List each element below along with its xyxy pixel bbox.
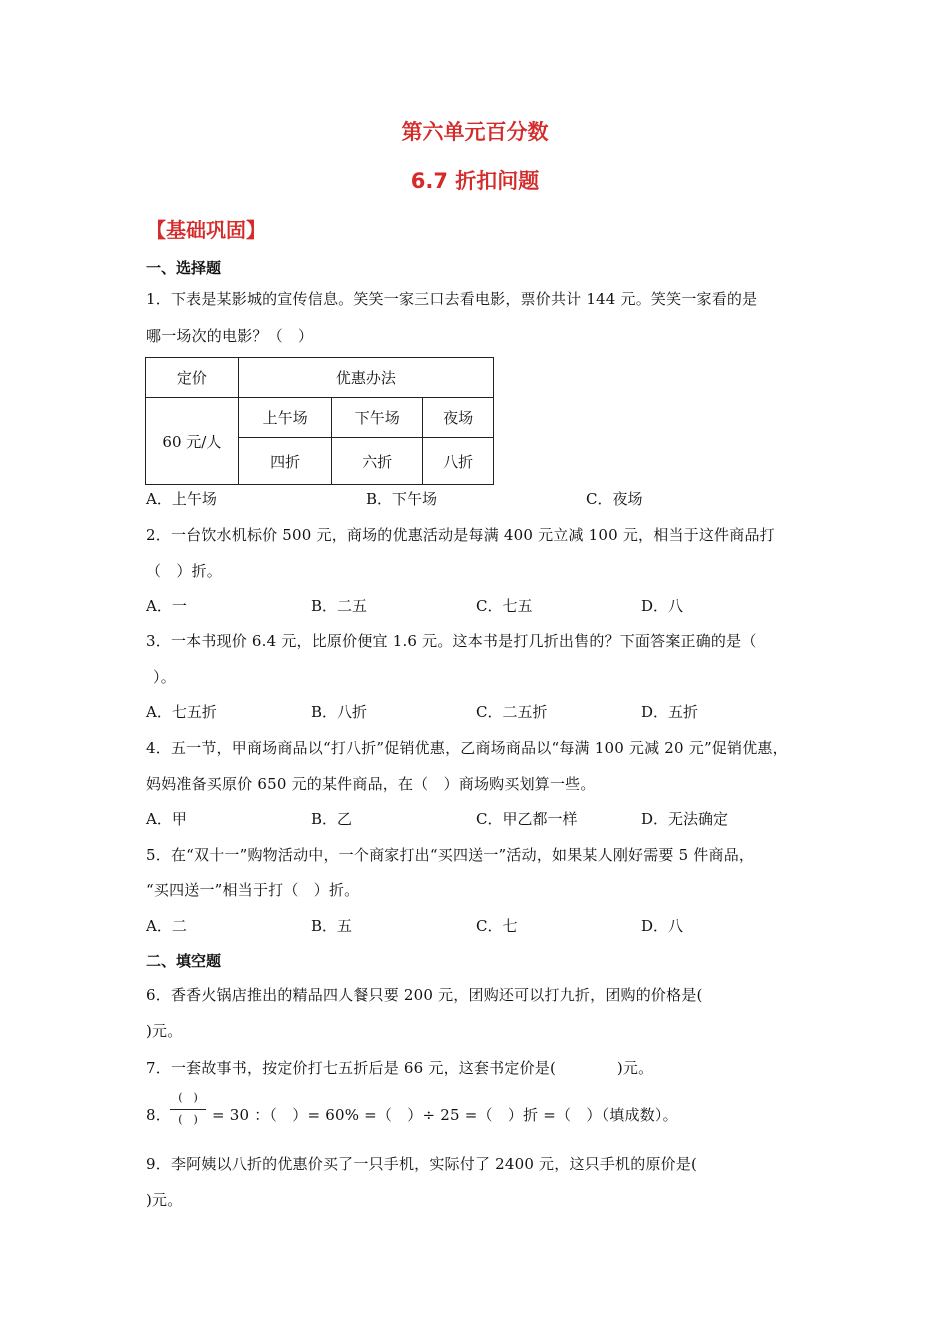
q8-fraction-numerator[interactable]: ( ): [178, 1091, 198, 1104]
q4-option-c[interactable]: C．甲乙都一样: [476, 810, 578, 828]
q4-option-a[interactable]: A．甲: [146, 810, 187, 828]
table-session-morning: 上午场: [238, 398, 332, 438]
q2-line1: 2．一台饮水机标价 500 元，商场的优惠活动是每满 400 元立减 100 元，相当于这件商品打: [146, 526, 775, 544]
q8-fraction-bar: [170, 1109, 206, 1110]
table-header-discount: 优惠办法: [238, 358, 493, 398]
price-table: [145, 357, 494, 485]
q1-option-b[interactable]: B．下午场: [366, 490, 438, 508]
table-session-night: 夜场: [423, 398, 494, 438]
lesson-title: 6.7 折扣问题: [410, 169, 540, 193]
table-session-afternoon: 下午场: [332, 398, 423, 438]
q4-line2: 妈妈准备买原价 650 元的某件商品，在（ ）商场购买划算一些。: [146, 775, 596, 793]
q3-line1: 3．一本书现价 6.4 元，比原价便宜 1.6 元。这本书是打几折出售的？下面答案正确的是（: [146, 632, 757, 650]
q1-option-c[interactable]: C．夜场: [586, 490, 643, 508]
q5-option-d[interactable]: D．八: [641, 917, 684, 935]
q1-line2: 哪一场次的电影？（ ）: [146, 327, 314, 345]
q1-option-a[interactable]: A．上午场: [146, 490, 217, 508]
table-discount-afternoon: 六折: [332, 438, 423, 485]
q5-line1: 5．在“双十一”购物活动中，一个商家打出“买四送一”活动，如果某人刚好需要 5 件商品，: [146, 846, 755, 864]
q8-number: 8．: [146, 1106, 171, 1124]
q4-line1: 4．五一节，甲商场商品以“打八折”促销优惠，乙商场商品以“每满 100 元减 20 元”促销优惠，: [146, 739, 788, 757]
q5-option-c[interactable]: C．七: [476, 917, 518, 935]
unit-title: 第六单元百分数: [401, 120, 549, 144]
q6-line2: )元。: [146, 1022, 183, 1040]
section-choice-heading: 一、选择题: [146, 259, 222, 277]
q9-line1: 9．李阿姨以八折的优惠价买了一只手机，实际付了 2400 元，这只手机的原价是(: [146, 1155, 698, 1173]
table-price-cell: 60 元/人: [146, 398, 239, 485]
q3-line2: ）。: [153, 668, 176, 686]
q1-line1: 1．下表是某影城的宣传信息。笑笑一家三口去看电影，票价共计 144 元。笑笑一家看的是: [146, 290, 758, 308]
q5-line2: “买四送一”相当于打（ ）折。: [146, 881, 360, 899]
q4-option-d[interactable]: D．无法确定: [641, 810, 729, 828]
table-discount-night: 八折: [423, 438, 494, 485]
q9-line2: )元。: [146, 1191, 183, 1209]
section-tag: 【基础巩固】: [146, 218, 266, 242]
q6-line1: 6．香香火锅店推出的精品四人餐只要 200 元，团购还可以打九折，团购的价格是(: [146, 986, 703, 1004]
q2-option-d[interactable]: D．八: [641, 597, 684, 615]
q2-option-a[interactable]: A．一: [146, 597, 187, 615]
q5-option-a[interactable]: A．二: [146, 917, 187, 935]
q2-option-b[interactable]: B．二五: [311, 597, 368, 615]
q7-line1: 7．一套故事书，按定价打七五折后是 66 元，这套书定价是( )元。: [146, 1059, 654, 1077]
q4-option-b[interactable]: B．乙: [311, 810, 353, 828]
q2-line2: （ ）折。: [146, 562, 223, 580]
q2-option-c[interactable]: C．七五: [476, 597, 533, 615]
q3-option-d[interactable]: D．五折: [641, 703, 699, 721]
q8-expression: = 30 ：（ ）= 60% =（ ）÷ 25 =（ ）折 =（ ）（填成数）。: [212, 1106, 678, 1124]
table-discount-morning: 四折: [238, 438, 332, 485]
q3-option-a[interactable]: A．七五折: [146, 703, 217, 721]
q3-option-b[interactable]: B．八折: [311, 703, 368, 721]
table-header-price: 定价: [146, 358, 239, 398]
q8-fraction: [170, 1091, 206, 1127]
q3-option-c[interactable]: C．二五折: [476, 703, 548, 721]
q8-fraction-denominator[interactable]: ( ): [178, 1113, 198, 1126]
q5-option-b[interactable]: B．五: [311, 917, 353, 935]
section-fill-heading: 二、填空题: [146, 952, 222, 970]
